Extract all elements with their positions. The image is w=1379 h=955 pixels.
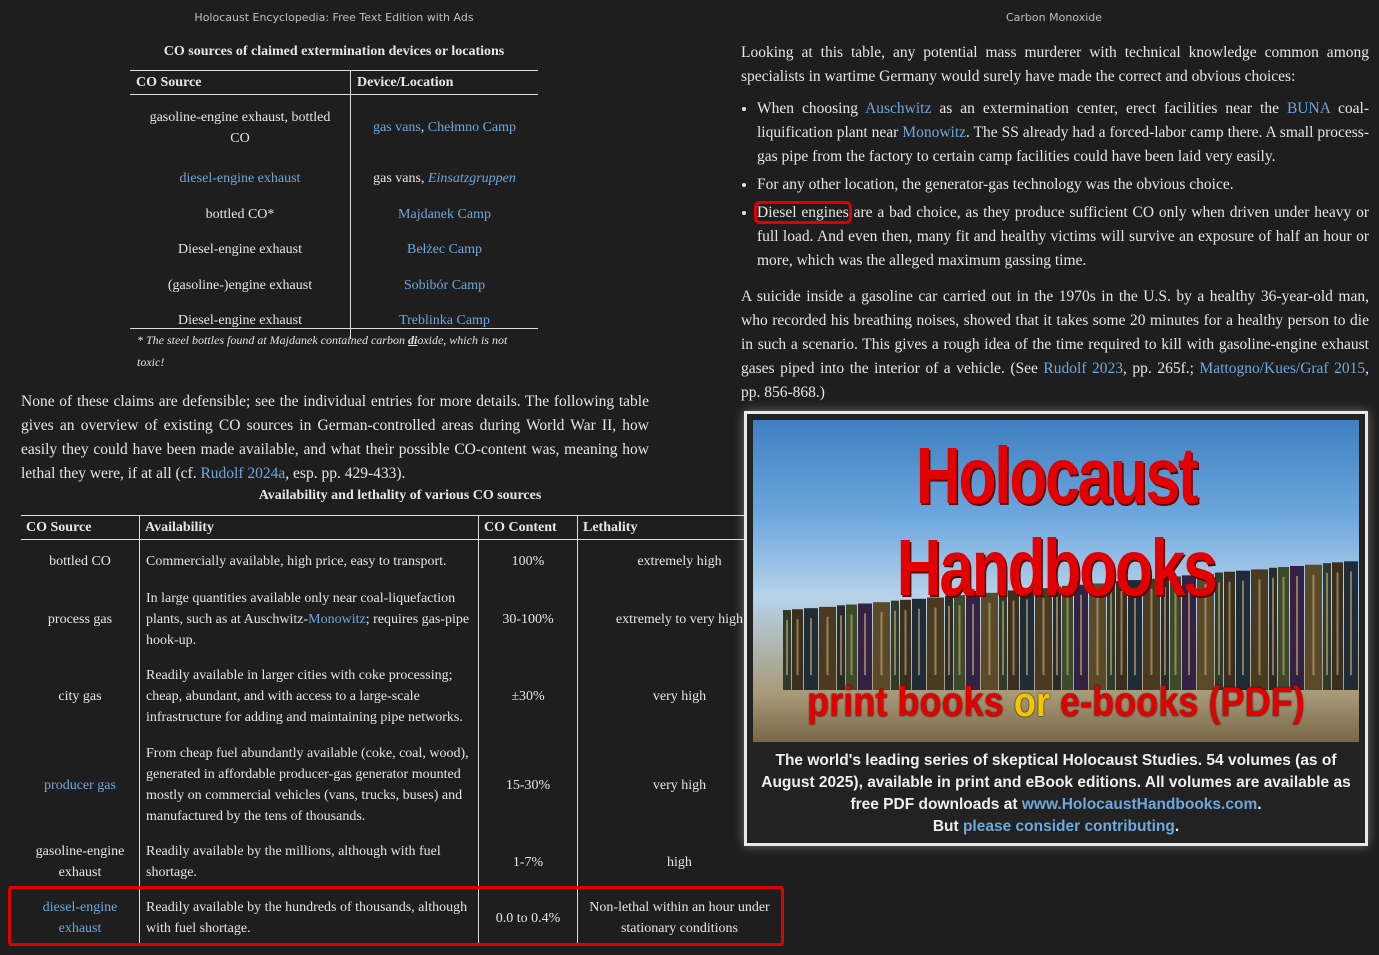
table2-source-cell: bottled CO — [49, 554, 111, 570]
device-text: gas vans, — [373, 171, 428, 186]
table-row — [21, 833, 781, 892]
comma-sep: , — [420, 120, 428, 136]
diesel-engines-highlight: Diesel engines — [757, 204, 849, 221]
ad-text: The world's leading series of skeptical Holocaust Studies. 54 volumes (as of August 2025), available in print and eBook editions. All volumes are available as free PDF downloads at — [761, 752, 1351, 813]
table1-device-cell — [351, 197, 539, 233]
book-spine-lettering — [1350, 571, 1352, 675]
paragraph-text: , esp. pp. 429-433). — [285, 465, 406, 482]
table1-device-cell — [351, 162, 539, 197]
treblinka-camp-link[interactable]: Treblinka Camp — [399, 313, 490, 328]
table-row — [21, 655, 781, 738]
list-text: . The SS already had a forced-labor camp there. A small process-gas pipe from the factory to certain camp facilities could have been laid very easily. — [757, 124, 1369, 165]
sobibor-camp-link[interactable]: Sobibór Camp — [403, 277, 486, 293]
table2-source-cell: gasoline-engine exhaust — [35, 844, 125, 880]
auschwitz-link[interactable]: Auschwitz — [865, 100, 932, 117]
table1-header-source: CO Source — [130, 71, 351, 95]
footnote-emphasis: di — [407, 333, 418, 347]
book-spine-lettering — [810, 618, 812, 675]
ad-subtitle-text: e-books (PDF) — [1049, 678, 1305, 725]
holocausthandbooks-link[interactable]: www.HolocaustHandbooks.com — [1021, 796, 1258, 813]
holocaust-handbooks-ad[interactable] — [744, 411, 1368, 846]
table1-device-cell — [351, 95, 539, 162]
table2-availability-cell: Readily available by the millions, although with fuel shortage. — [140, 833, 479, 892]
book-spine-lettering — [918, 609, 920, 675]
table2-content-cell: 100% — [479, 540, 578, 584]
book-spine-lettering — [894, 611, 896, 675]
buna-link[interactable]: BUNA — [1286, 100, 1331, 117]
book-spine-lettering — [881, 612, 883, 675]
book-spine-lettering — [1326, 573, 1328, 675]
table1-source-cell: gasoline-engine exhaust, bottled CO — [149, 110, 331, 147]
table-row — [130, 197, 538, 233]
book-spine-lettering — [935, 608, 937, 676]
paragraph-text: None of these claims are defensible; see the individual entries for more details. The following table gives an overview of existing CO sources in German-controlled areas during World War II, how easily they could have been made available, and what their possible CO-content was, meaning how lethal they were, if at all (cf. — [21, 393, 649, 482]
list-item: • For any other location, the generator-gas technology was the obvious choice. — [757, 173, 1369, 197]
book-spine-lettering — [1337, 572, 1339, 675]
diesel-engine-exhaust-link[interactable]: diesel-engine exhaust — [42, 900, 118, 937]
list-item — [757, 97, 1369, 169]
table2-availability-cell: From cheap fuel abundantly available (coke, coal, wood), generated in affordable producer-gas generator mounted mostly on commercial vehicles (vans, trucks, buses) and manufactured by the tens of thousands. — [140, 738, 479, 833]
table2-lethality-cell: Non-lethal within an hour under stationary conditions — [578, 892, 782, 946]
ad-subtitle-text: print books — [807, 678, 1014, 725]
table-row — [130, 162, 538, 197]
ad-banner-image[interactable] — [753, 420, 1359, 742]
table-row — [130, 268, 538, 304]
einsatzgruppen-link[interactable]: Einsatzgruppen — [427, 171, 516, 186]
table-row — [21, 540, 781, 584]
table2-source-cell: city gas — [58, 688, 102, 704]
table1-source-cell: Diesel-engine exhaust — [177, 242, 302, 257]
table2-availability-cell: Readily available in larger cities with coke processing; cheap, abundant, and with access to a large-scale infrastructure for adding and maintaining pipe networks. — [140, 655, 479, 738]
belzec-camp-link[interactable]: Bełżec Camp — [406, 242, 483, 257]
co-availability-table — [21, 515, 781, 946]
table2-source-cell: process gas — [47, 611, 113, 627]
table-row — [21, 584, 781, 655]
footnote-text: * The steel bottles found at Majdanek contained carbon — [137, 333, 408, 347]
rudolf-2023-link[interactable]: Rudolf 2023 — [1043, 360, 1124, 377]
table2-content-cell: 30-100% — [479, 584, 578, 655]
table1-source-cell: bottled CO* — [205, 206, 275, 222]
table1-source-cell: Diesel-engine exhaust — [177, 313, 302, 328]
table1-caption: CO sources of claimed extermination devices or locations — [163, 44, 505, 59]
co-devices-table — [130, 70, 538, 339]
table1-footnote — [130, 328, 538, 373]
right-intro-paragraph: Looking at this table, any potential mass murderer with technical knowledge common among specialists in wartime Germany would surely have made the correct and obvious choices: — [741, 44, 1369, 85]
list-text: as an extermination center, erect facilities near the — [931, 100, 1287, 117]
contribute-link[interactable]: please consider contributing — [962, 818, 1175, 835]
table2-availability-cell: Commercially available, high price, easy to transport. — [140, 540, 479, 584]
table2-availability-cell — [140, 584, 479, 655]
table1-device-cell — [351, 268, 539, 304]
table1-header-device: Device/Location — [351, 71, 539, 95]
book-spine-lettering — [972, 604, 974, 675]
right-column-text — [741, 41, 1369, 405]
book-spine-lettering — [786, 620, 788, 675]
ad-title: Holocaust Handbooks — [896, 431, 1216, 612]
choices-list — [741, 97, 1369, 273]
book-spine-lettering — [827, 617, 829, 675]
table2-content-cell: 0.0 to 0.4% — [479, 892, 578, 946]
table2-caption: Availability and lethality of various CO sources — [258, 488, 542, 503]
book-spine-lettering — [1296, 576, 1298, 675]
monowitz-link[interactable]: Monowitz — [308, 611, 366, 627]
book-spine-lettering — [851, 615, 853, 675]
list-item — [757, 201, 1369, 273]
ad-description — [753, 750, 1359, 838]
table2-header-content: CO Content — [479, 516, 578, 540]
book-spine-lettering — [1313, 575, 1315, 675]
chelmno-camp-link[interactable]: Chełmno Camp — [427, 120, 517, 136]
table2-lethality-cell: high — [578, 833, 782, 892]
majdanek-camp-link[interactable]: Majdanek Camp — [398, 206, 491, 222]
table1-source-cell — [130, 162, 351, 197]
table2-content-cell: ±30% — [479, 655, 578, 738]
rudolf-2024a-link[interactable]: Rudolf 2024a — [200, 465, 286, 482]
table-row — [21, 738, 781, 833]
right-page-title: Carbon Monoxide — [1005, 11, 1103, 24]
book-spine-lettering — [797, 619, 799, 675]
ad-subtitle-or: or — [1013, 678, 1050, 725]
book-spine-lettering — [840, 615, 842, 675]
left-page-title: Holocaust Encyclopedia: Free Text Edition with Ads — [194, 11, 474, 24]
availability-text: ; requires gas-pipe hook-up. — [146, 611, 470, 648]
table2-content-cell: 15-30% — [479, 738, 578, 833]
table1-device-cell — [351, 233, 539, 268]
table2-header-availability: Availability — [140, 516, 479, 540]
table2-lethality-cell: very high — [578, 655, 782, 738]
paragraph-text: , pp. 265f.; — [1123, 360, 1200, 377]
table2-availability-cell: Readily available by the hundreds of thousands, although with fuel shortage. — [140, 892, 479, 946]
footnote-text: oxide, which is not toxic! — [137, 333, 508, 369]
monowitz-link[interactable]: Monowitz — [902, 124, 966, 141]
list-text: When choosing — [757, 100, 866, 117]
gas-vans-link[interactable]: gas vans — [372, 120, 421, 136]
table1-source-cell: (gasoline-)engine exhaust — [167, 277, 313, 293]
ad-text: But — [932, 818, 963, 835]
intro-paragraph — [21, 390, 649, 486]
diesel-engine-exhaust-link[interactable]: diesel-engine exhaust — [179, 171, 301, 186]
mattogno-kues-graf-link[interactable]: Mattogno/Kues/Graf 2015 — [1199, 360, 1366, 377]
table2-lethality-cell: extremely to very high — [578, 584, 782, 655]
table2-source-cell — [21, 738, 140, 833]
ad-text: . — [1174, 818, 1180, 835]
diesel-row-highlight — [8, 886, 784, 946]
paragraph-text: , pp. 856-868.) — [741, 360, 1369, 401]
book-spine-lettering — [905, 610, 907, 675]
table2-lethality-cell: very high — [578, 738, 782, 833]
ad-text: . — [1257, 796, 1262, 813]
list-text: coal-liquification plant near — [757, 100, 1369, 141]
paragraph-text: A suicide inside a gasoline car carried out in the 1970s in the U.S. by a healthy 36-year-old man, who recorded his breathing noises, showed that it takes some 20 minutes for a healthy person to die in such a scenario. This gives a rough idea of the time required to kill with gasoline-engine exhaust gases piped into the interior of a vehicle. (See — [741, 288, 1369, 377]
book-spine-lettering — [959, 605, 961, 675]
table2-lethality-cell: extremely high — [578, 540, 782, 584]
table2-header-source: CO Source — [21, 516, 140, 540]
table2-header-lethality: Lethality — [578, 516, 782, 540]
book-spine-lettering — [948, 606, 950, 675]
table2-content-cell: 1-7% — [479, 833, 578, 892]
table-row — [130, 95, 538, 162]
book-spine-lettering — [864, 613, 866, 675]
producer-gas-link[interactable]: producer gas — [44, 777, 116, 793]
ad-subtitle — [795, 678, 1316, 726]
table-row — [130, 233, 538, 268]
list-text: are a bad choice, as they produce sufficient CO only when driven under heavy or full load. And even then, many fit and healthy victims will survive an exposure of half an hour or more, which was the alleged maximum gassing time. — [757, 204, 1369, 269]
availability-text: In large quantities available only near coal-liquefaction plants, such as at Auschwitz- — [146, 590, 456, 627]
suicide-paragraph — [741, 285, 1369, 405]
